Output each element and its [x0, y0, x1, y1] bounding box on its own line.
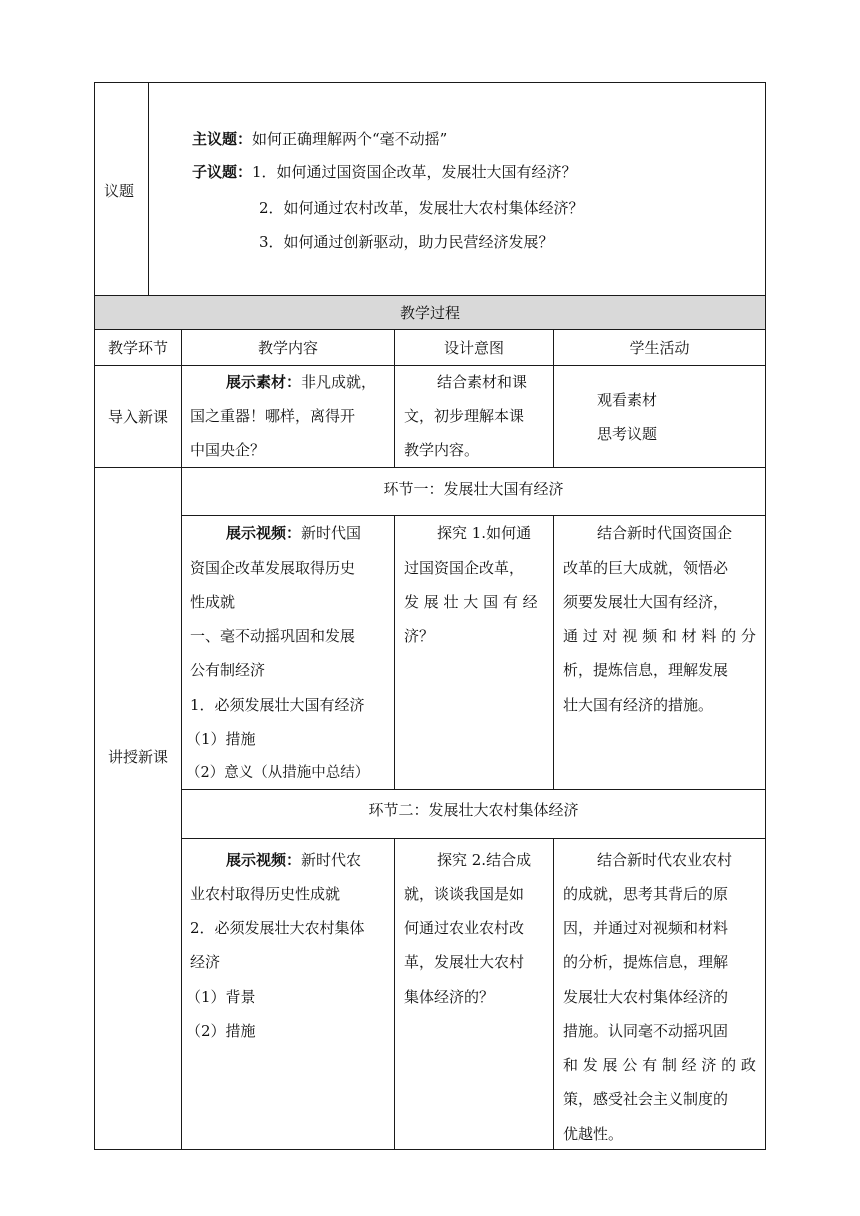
seg1-activity-line-4: 通 过 对 视 频 和 材 料 的 分 — [563, 627, 756, 645]
topic-label: 议题 — [104, 182, 135, 200]
seg2-activity-line-2: 的成就，思考其背后的原 — [563, 885, 729, 903]
intro-content-line-2: 国之重器！哪样，离得开 — [190, 407, 356, 425]
seg2-content-line-6: （2）措施 — [186, 1022, 256, 1040]
seg1-content-line-2: 资国企改革发展取得历史 — [190, 559, 356, 577]
sub-topic-2: 2．如何通过农村改革，发展壮大农村集体经济？ — [259, 199, 584, 217]
header-content: 教学内容 — [257, 339, 318, 357]
seg2-activity-line-9: 优越性。 — [563, 1125, 624, 1143]
seg1-intent-line-3: 发 展 壮 大 国 有 经 — [404, 593, 538, 611]
seg2-intent-line-4: 革，发展壮大农村 — [404, 953, 525, 971]
intro-activity-line-1: 观看素材 — [597, 391, 658, 409]
sub-topic-label: 子议题： — [192, 163, 253, 181]
col-divider-2-seg1 — [394, 515, 395, 789]
seg2-activity-line-7: 和 发 展 公 有 制 经 济 的 政 — [563, 1056, 756, 1074]
table-border-seg2-title-bottom — [181, 838, 766, 839]
col-divider-1 — [181, 329, 182, 1150]
seg1-content-line-4: 一、毫不动摇巩固和发展 — [190, 627, 356, 645]
seg1-content-line-1 — [226, 524, 361, 542]
intro-content-text-1: 非凡成就， — [301, 373, 377, 391]
intro-activity-line-2: 思考议题 — [597, 425, 658, 443]
seg2-activity-line-5: 发展壮大农村集体经济的 — [563, 988, 729, 1006]
header-intent: 设计意图 — [443, 339, 504, 357]
table-border-top — [94, 82, 766, 83]
col-divider-2-seg2 — [394, 838, 395, 1149]
seg1-intent-line-1: 探究 1.如何通 — [437, 524, 532, 542]
seg1-activity-line-6: 壮大国有经济的措施。 — [563, 696, 714, 714]
seg1-content-text-1: 新时代国 — [301, 524, 362, 542]
seg2-activity-line-6: 措施。认同毫不动摇巩固 — [563, 1022, 729, 1040]
seg1-activity-line-2: 改革的巨大成就，领悟必 — [563, 559, 729, 577]
sub-topic-text-1: 1．如何通过国资国企改革，发展壮大国有经济？ — [252, 163, 577, 181]
seg2-content-line-4: 经济 — [190, 953, 221, 971]
intro-content-line-1 — [226, 373, 376, 391]
seg1-content-line-6: 1．必须发展壮大国有经济 — [190, 696, 365, 714]
table-border-process-title-bottom — [94, 329, 766, 330]
main-topic-text: 如何正确理解两个“毫不动摇” — [252, 130, 448, 148]
table-border-bottom — [94, 1149, 766, 1150]
main-topic-label: 主议题： — [192, 130, 253, 148]
seg1-content-line-5: 公有制经济 — [190, 661, 266, 679]
segment1-title: 环节一：发展壮大国有经济 — [383, 480, 564, 498]
intro-intent-line-1: 结合素材和课 — [437, 373, 528, 391]
intro-content-line-3: 中国央企？ — [190, 441, 266, 459]
table-border-left — [94, 82, 95, 1150]
seg2-intent-line-2: 就，谈谈我国是如 — [404, 885, 525, 903]
seg1-content-line-8: （2）意义（从措施中总结） — [186, 765, 370, 781]
seg1-activity-line-1: 结合新时代国资国企 — [597, 524, 733, 542]
table-border-intro-bottom — [94, 467, 766, 468]
seg1-content-line-7: （1）措施 — [186, 730, 256, 748]
process-title: 教学过程 — [399, 304, 460, 322]
seg2-content-line-2: 业农村取得历史性成就 — [190, 885, 341, 903]
seg1-activity-line-5: 析，提炼信息，理解发展 — [563, 661, 729, 679]
table-border-header-bottom — [94, 365, 766, 366]
teaching-stage: 讲授新课 — [107, 748, 168, 766]
seg2-content-line-1 — [226, 851, 361, 869]
seg1-intent-line-4: 济？ — [404, 627, 435, 645]
col-divider-3-seg2 — [553, 838, 554, 1149]
table-border-seg1-bottom — [181, 789, 766, 790]
seg1-content-line-3: 性成就 — [190, 593, 236, 611]
seg2-activity-line-8: 策，感受社会主义制度的 — [563, 1090, 729, 1108]
seg2-content-line-5: （1）背景 — [186, 988, 256, 1006]
intro-intent-line-3: 教学内容。 — [404, 441, 480, 459]
main-topic — [192, 130, 447, 148]
seg2-content-line-3: 2．必须发展壮大农村集体 — [190, 919, 365, 937]
seg2-activity-line-4: 的分析，提炼信息，理解 — [563, 953, 729, 971]
header-activity: 学生活动 — [629, 339, 690, 357]
seg2-activity-line-3: 因，并通过对视频和材料 — [563, 919, 729, 937]
col-divider-3-seg1 — [553, 515, 554, 789]
seg2-activity-line-1: 结合新时代农业农村 — [597, 851, 733, 869]
seg2-content-text-1: 新时代农 — [301, 851, 362, 869]
segment2-title: 环节二：发展壮大农村集体经济 — [368, 801, 579, 819]
seg1-activity-line-3: 须要发展壮大国有经济， — [563, 593, 729, 611]
header-stage: 教学环节 — [107, 339, 168, 357]
table-border-seg1-title-bottom — [181, 515, 766, 516]
sub-topic-1 — [192, 163, 577, 181]
seg2-content-label: 展示视频： — [226, 851, 302, 869]
seg2-intent-line-5: 集体经济的？ — [404, 988, 495, 1006]
seg2-intent-line-1: 探究 2.结合成 — [437, 851, 532, 869]
seg2-intent-line-3: 何通过农业农村改 — [404, 919, 525, 937]
seg1-content-label: 展示视频： — [226, 524, 302, 542]
intro-stage: 导入新课 — [107, 408, 168, 426]
topic-divider — [148, 82, 149, 295]
intro-content-label: 展示素材： — [226, 373, 302, 391]
sub-topic-3: 3．如何通过创新驱动，助力民营经济发展？ — [259, 233, 554, 251]
intro-intent-line-2: 文，初步理解本课 — [404, 407, 525, 425]
seg1-intent-line-2: 过国资国企改革， — [404, 559, 525, 577]
table-border-right — [765, 82, 766, 1150]
